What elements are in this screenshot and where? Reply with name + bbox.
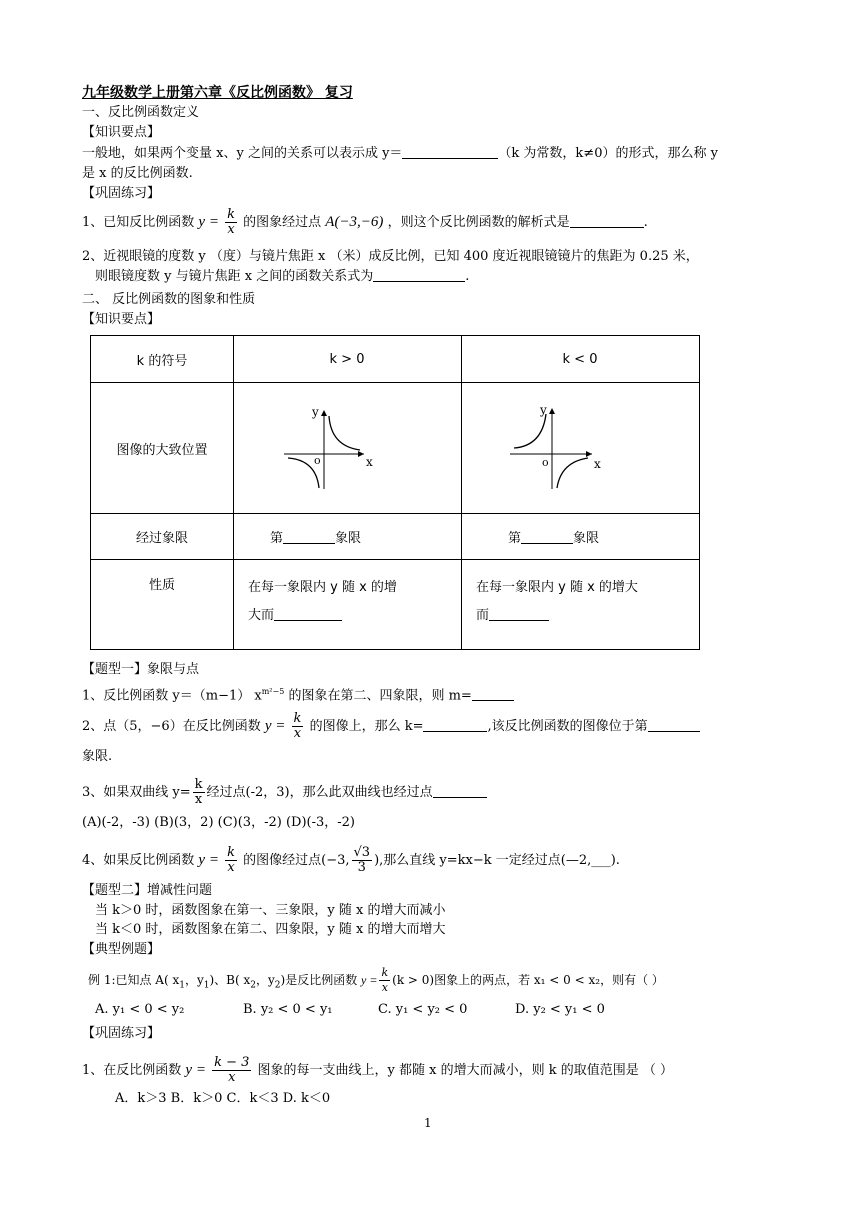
question-text: 1、在反比例函数 [82, 1063, 182, 1078]
point-a: A(−3,−6) [325, 214, 384, 230]
rule-line: 当 k＞0 时，函数图象在第一、三象限，y 随 x 的增大而减小 [95, 903, 446, 918]
question-text: ,该反比例函数的图像位于第 [487, 719, 648, 734]
cell-text: 象限 [335, 531, 362, 546]
origin-label: o [314, 454, 321, 467]
fraction-k-over-x [193, 778, 205, 807]
frac-numerator: k [194, 777, 203, 792]
question-text: 1、已知反比例函数 [82, 215, 195, 230]
question-text: 经过点(-2，3)，那么此双曲线也经过点 [206, 785, 433, 800]
answer-blank [373, 268, 465, 282]
answer-blank [648, 718, 700, 732]
type1-question-2-cont: 象限. [82, 749, 113, 764]
math-y: y = [264, 718, 286, 734]
type-two-heading: 【题型二】增减性问题 [82, 883, 213, 898]
fraction-k-over-x [292, 712, 304, 741]
answer-blank [489, 607, 549, 621]
question-text: (k > 0)图象上的两点，若 x₁ < 0 < x₂，则有（ ） [392, 973, 664, 987]
math-y: y = [198, 852, 219, 868]
frac-denominator: x [381, 981, 388, 994]
option-a: A. y₁ < 0 < y₂ [95, 1002, 185, 1017]
question-text: 4、如果反比例函数 [82, 853, 195, 868]
answer-blank [283, 530, 335, 544]
frac-numerator: k [227, 845, 235, 860]
question-text: 的图象在第二、四象限，则 m= [288, 688, 472, 704]
cell-text: 在每一象限内 y 随 x 的增大 [476, 580, 638, 595]
knowledge-points-label: 【知识要点】 [82, 125, 161, 140]
practice-label: 【巩固练习】 [82, 186, 161, 201]
axis-y-label: y [312, 405, 319, 419]
fraction-sqrt3-over-3 [352, 846, 373, 875]
question-text: 图象的每一支曲线上，y 都随 x 的增大而减小，则 k 的取值范围是 （ ） [257, 1063, 674, 1078]
cell-text: 在每一象限内 y 随 x 的增 [248, 580, 397, 595]
frac-denominator: x [194, 792, 203, 807]
question-text: 的图象经过点 [243, 215, 322, 230]
table-header-cell: k > 0 [234, 336, 462, 383]
answer-blank [274, 607, 342, 621]
axis-y-label: y [540, 403, 547, 417]
cell-text: 而 [476, 608, 490, 623]
origin-label: o [542, 456, 549, 469]
frac-numerator: k [293, 711, 302, 726]
answer-blank [570, 214, 644, 228]
type1-question-1 [82, 683, 514, 705]
table-header-cell: k < 0 [462, 336, 700, 383]
frac-numerator: k [381, 966, 389, 979]
example-1: 例 1:已知点 A( $x_1$，$y_1$)、B( $x_2$，$y_2$)是反比例函数 y = $\frac{k}{x}$ (k > 0)图象上的两点，若 x₁ < 0 < x₂，则有（ ） [88, 966, 664, 994]
question-text: 则眼镜度数 y 与镜片焦距 x 之间的函数关系式为 [95, 269, 374, 284]
section-heading: 一、反比例函数定义 [82, 105, 200, 120]
definition-line-2: 是 x 的反比例函数. [82, 166, 193, 181]
frac-numerator: √3 [353, 845, 371, 860]
type-one-heading: 【题型一】象限与点 [82, 662, 200, 677]
rule-line: 当 k＜0 时，函数图象在第二、四象限，y 随 x 的增大而增大 [95, 922, 446, 937]
definition-line [82, 145, 718, 163]
fraction-k-minus-3-over-x [212, 1056, 251, 1085]
frac-denominator: x [228, 1070, 236, 1085]
cell-text: 第 [508, 531, 522, 546]
axis-x-label: x [594, 457, 601, 471]
frac-numerator: k − 3 [214, 1055, 250, 1070]
fraction-k-over-x [225, 208, 237, 237]
frac-denominator: x [227, 860, 235, 875]
option-d: D. y₂ < y₁ < 0 [515, 1002, 605, 1017]
practice-question-1-options: A．k＞3 B．k＞0 C．k＜3 D. k＜0 [115, 1091, 331, 1106]
answer-blank [423, 718, 487, 732]
question-text: )是反比例函数 [280, 973, 358, 987]
question-text: 3、如果双曲线 y= [82, 785, 191, 800]
question-text: 的图像上，那么 k= [309, 719, 424, 734]
question-text: 例 1:已知点 A( x [88, 973, 180, 987]
axis-x-label: x [366, 455, 373, 469]
type1-question-2 [82, 712, 700, 741]
question-text: ，则这个反比例函数的解析式是 [387, 215, 570, 230]
answer-blank [472, 687, 514, 701]
answer-blank [433, 784, 487, 798]
frac-denominator: x [293, 726, 302, 741]
table-row-label: 经过象限 [91, 514, 234, 560]
math-y: y = [185, 1062, 206, 1078]
example-label: 【典型例题】 [82, 942, 161, 957]
property-cell [462, 560, 700, 650]
frac-numerator: k [227, 207, 235, 222]
question-text: ，y [256, 973, 275, 987]
fraction-k-over-x [225, 846, 237, 875]
practice-label: 【巩固练习】 [82, 1026, 161, 1041]
property-cell [234, 560, 462, 650]
math-y: y = [361, 973, 378, 987]
graph-k-positive [234, 383, 462, 514]
frac-denominator: 3 [357, 860, 366, 875]
table-header-cell: k 的符号 [91, 336, 234, 383]
section-heading: 二、 反比例函数的图象和性质 [82, 292, 256, 307]
definition-text: （k 为常数，k≠0）的形式，那么称 y [498, 146, 718, 161]
question-2-cont: 则眼镜度数 y 与镜片焦距 x 之间的函数关系式为 . [95, 269, 470, 284]
exponent: m²−5 [261, 687, 285, 696]
practice-question-1 [82, 1056, 673, 1085]
graph-k-negative [462, 383, 700, 514]
table-row-label: 性质 [91, 560, 234, 650]
table-row-label: 图像的大致位置 [91, 383, 234, 514]
hyperbola-graph-negative [462, 384, 652, 508]
answer-blank [402, 145, 498, 159]
question-text: ),那么直线 y=kx−k 一定经过点(—2,___). [374, 853, 620, 868]
page-number: 1 [424, 1116, 432, 1130]
question-text: 2、点（5，−6）在反比例函数 [82, 719, 261, 734]
question-text: ，y [184, 973, 204, 987]
question-text: 1、反比例函数 y＝（m−1） x [82, 688, 262, 704]
question-1: 1、已知反比例函数 y = $\frac{k}{x}$ 的图象经过点 A(−3,−6) ，则这个反比例函数的解析式是 . [82, 207, 648, 237]
cell-text: 第 [270, 531, 284, 546]
knowledge-points-label: 【知识要点】 [82, 312, 161, 327]
page-title: 九年级数学上册第六章《反比例函数》 复习 [82, 85, 353, 101]
question-text: 的图像经过点(−3, [243, 853, 350, 868]
frac-denominator: x [227, 222, 235, 237]
option-b: B. y₂ < 0 < y₁ [243, 1002, 333, 1017]
type1-question-3-options: (A)(-2，-3) (B)(3，2) (C)(3，-2) (D)(-3，-2) [82, 815, 355, 830]
hyperbola-graph-positive [234, 384, 424, 508]
cell-text: 大而 [248, 608, 275, 623]
answer-blank [521, 530, 573, 544]
type1-question-4 [82, 846, 620, 875]
properties-table [90, 335, 700, 650]
question-text: )、B( x [209, 973, 251, 987]
question-2: 2、近视眼镜的度数 y （度）与镜片焦距 x （米）成反比例，已知 400 度近视眼镜镜片的焦距为 0.25 米， [82, 249, 699, 264]
quadrant-cell [234, 514, 462, 560]
cell-text: 象限 [573, 531, 600, 546]
math-y: y = [198, 214, 219, 230]
definition-text: 一般地，如果两个变量 x、y 之间的关系可以表示成 y＝ [82, 146, 403, 161]
option-c: C. y₁ < y₂ < 0 [378, 1002, 468, 1017]
type1-question-3 [82, 778, 487, 807]
fraction-k-over-x [379, 966, 390, 995]
quadrant-cell [462, 514, 700, 560]
